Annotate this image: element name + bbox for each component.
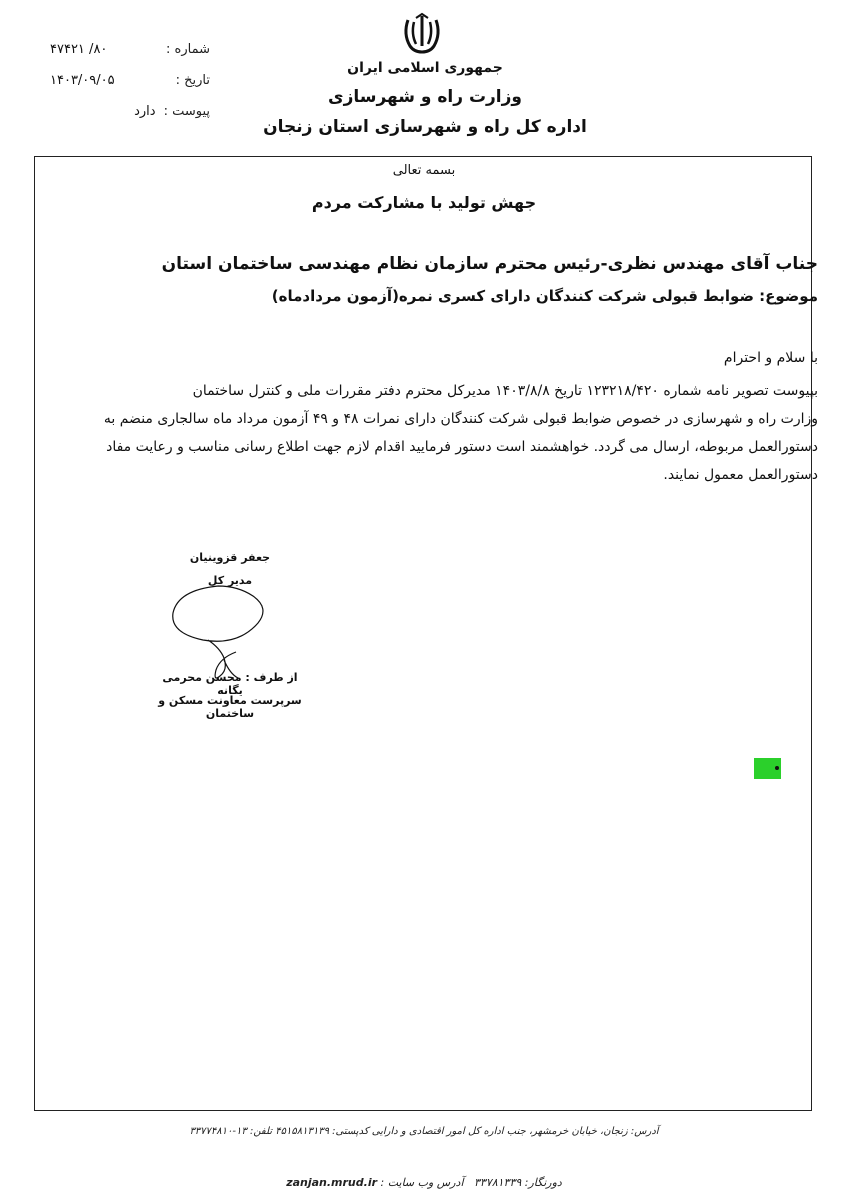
website-link[interactable]: zanjan.mrud.ir: [286, 1176, 378, 1189]
subject: موضوع: ضوابط قبولی شرکت کنندگان دارای کسری نمره(آزمون مردادماه): [271, 287, 818, 305]
bismillah: بسمه تعالی: [392, 163, 456, 178]
iran-emblem-icon: [400, 12, 444, 56]
attachment-value: دارد: [134, 104, 156, 119]
number-label: شماره :: [166, 42, 210, 57]
date-label: تاریخ :: [175, 73, 210, 88]
marker-dot: [775, 766, 779, 770]
greeting: با سلام و احترام: [723, 350, 818, 366]
header-department: اداره کل راه و شهرسازی استان زنجان: [263, 117, 587, 137]
number-row: [50, 34, 210, 65]
body-line: دستورالعمل معمول نمایند.: [663, 467, 818, 483]
signer-title: مدیر کل: [207, 574, 253, 587]
fax-number: دورنگار: ۳۳۷۸۱۳۳۹: [474, 1176, 562, 1189]
footer-address: آدرس: زنجان، خیابان خرمشهر، جنب اداره کل امور اقتصادی و دارایی کدپستی: ۴۵۱۵۸۱۳۱۳۹ تلفن: ۱۳-۳۳۷۷۴۸۱۰: [189, 1126, 659, 1137]
letter-body: [38, 377, 818, 489]
document-meta: [50, 34, 210, 127]
recipient: جناب آقای مهندس نظری-رئیس محترم سازمان نظام مهندسی ساختمان استان: [161, 254, 818, 274]
attachment-row: [50, 96, 210, 127]
website-label: آدرس وب سایت :: [380, 1176, 464, 1189]
number-value: ۸۰/ ۴۷۴۲۱: [50, 42, 108, 57]
date-row: [50, 65, 210, 96]
header-country: جمهوری اسلامی ایران: [347, 60, 503, 76]
slogan: جهش تولید با مشارکت مردم: [311, 193, 537, 212]
footer-web: [0, 1176, 848, 1189]
body-line: بپیوست تصویر نامه شماره ۱۲۳۲۱۸/۴۲۰ تاریخ ۱۴۰۳/۸/۸ مدیرکل محترم دفتر مقررات ملی و کنترل ساختمان: [192, 383, 818, 399]
on-behalf-of: از طرف : محسن محرمی یگانه: [162, 671, 298, 697]
body-line: وزارت راه و شهرسازی در خصوص ضوابط قبولی شرکت کنندگان دارای نمرات ۴۸ و ۴۹ آزمون مرداد ماه سالجاری منضم به: [103, 411, 818, 427]
header-ministry: وزارت راه و شهرسازی: [327, 87, 522, 107]
body-line: دستورالعمل مربوطه، ارسال می گردد. خواهشمند است دستور فرمایید اقدام لازم جهت اطلاع رسانی مناسب و رعایت مفاد: [106, 439, 818, 455]
date-value: ۱۴۰۳/۰۹/۰۵: [50, 73, 115, 88]
attachment-label: پیوست :: [163, 104, 210, 119]
signer-role: سرپرست معاونت مسکن و ساختمان: [158, 694, 302, 720]
signer-name: جعفر قزوینیان: [189, 551, 271, 564]
